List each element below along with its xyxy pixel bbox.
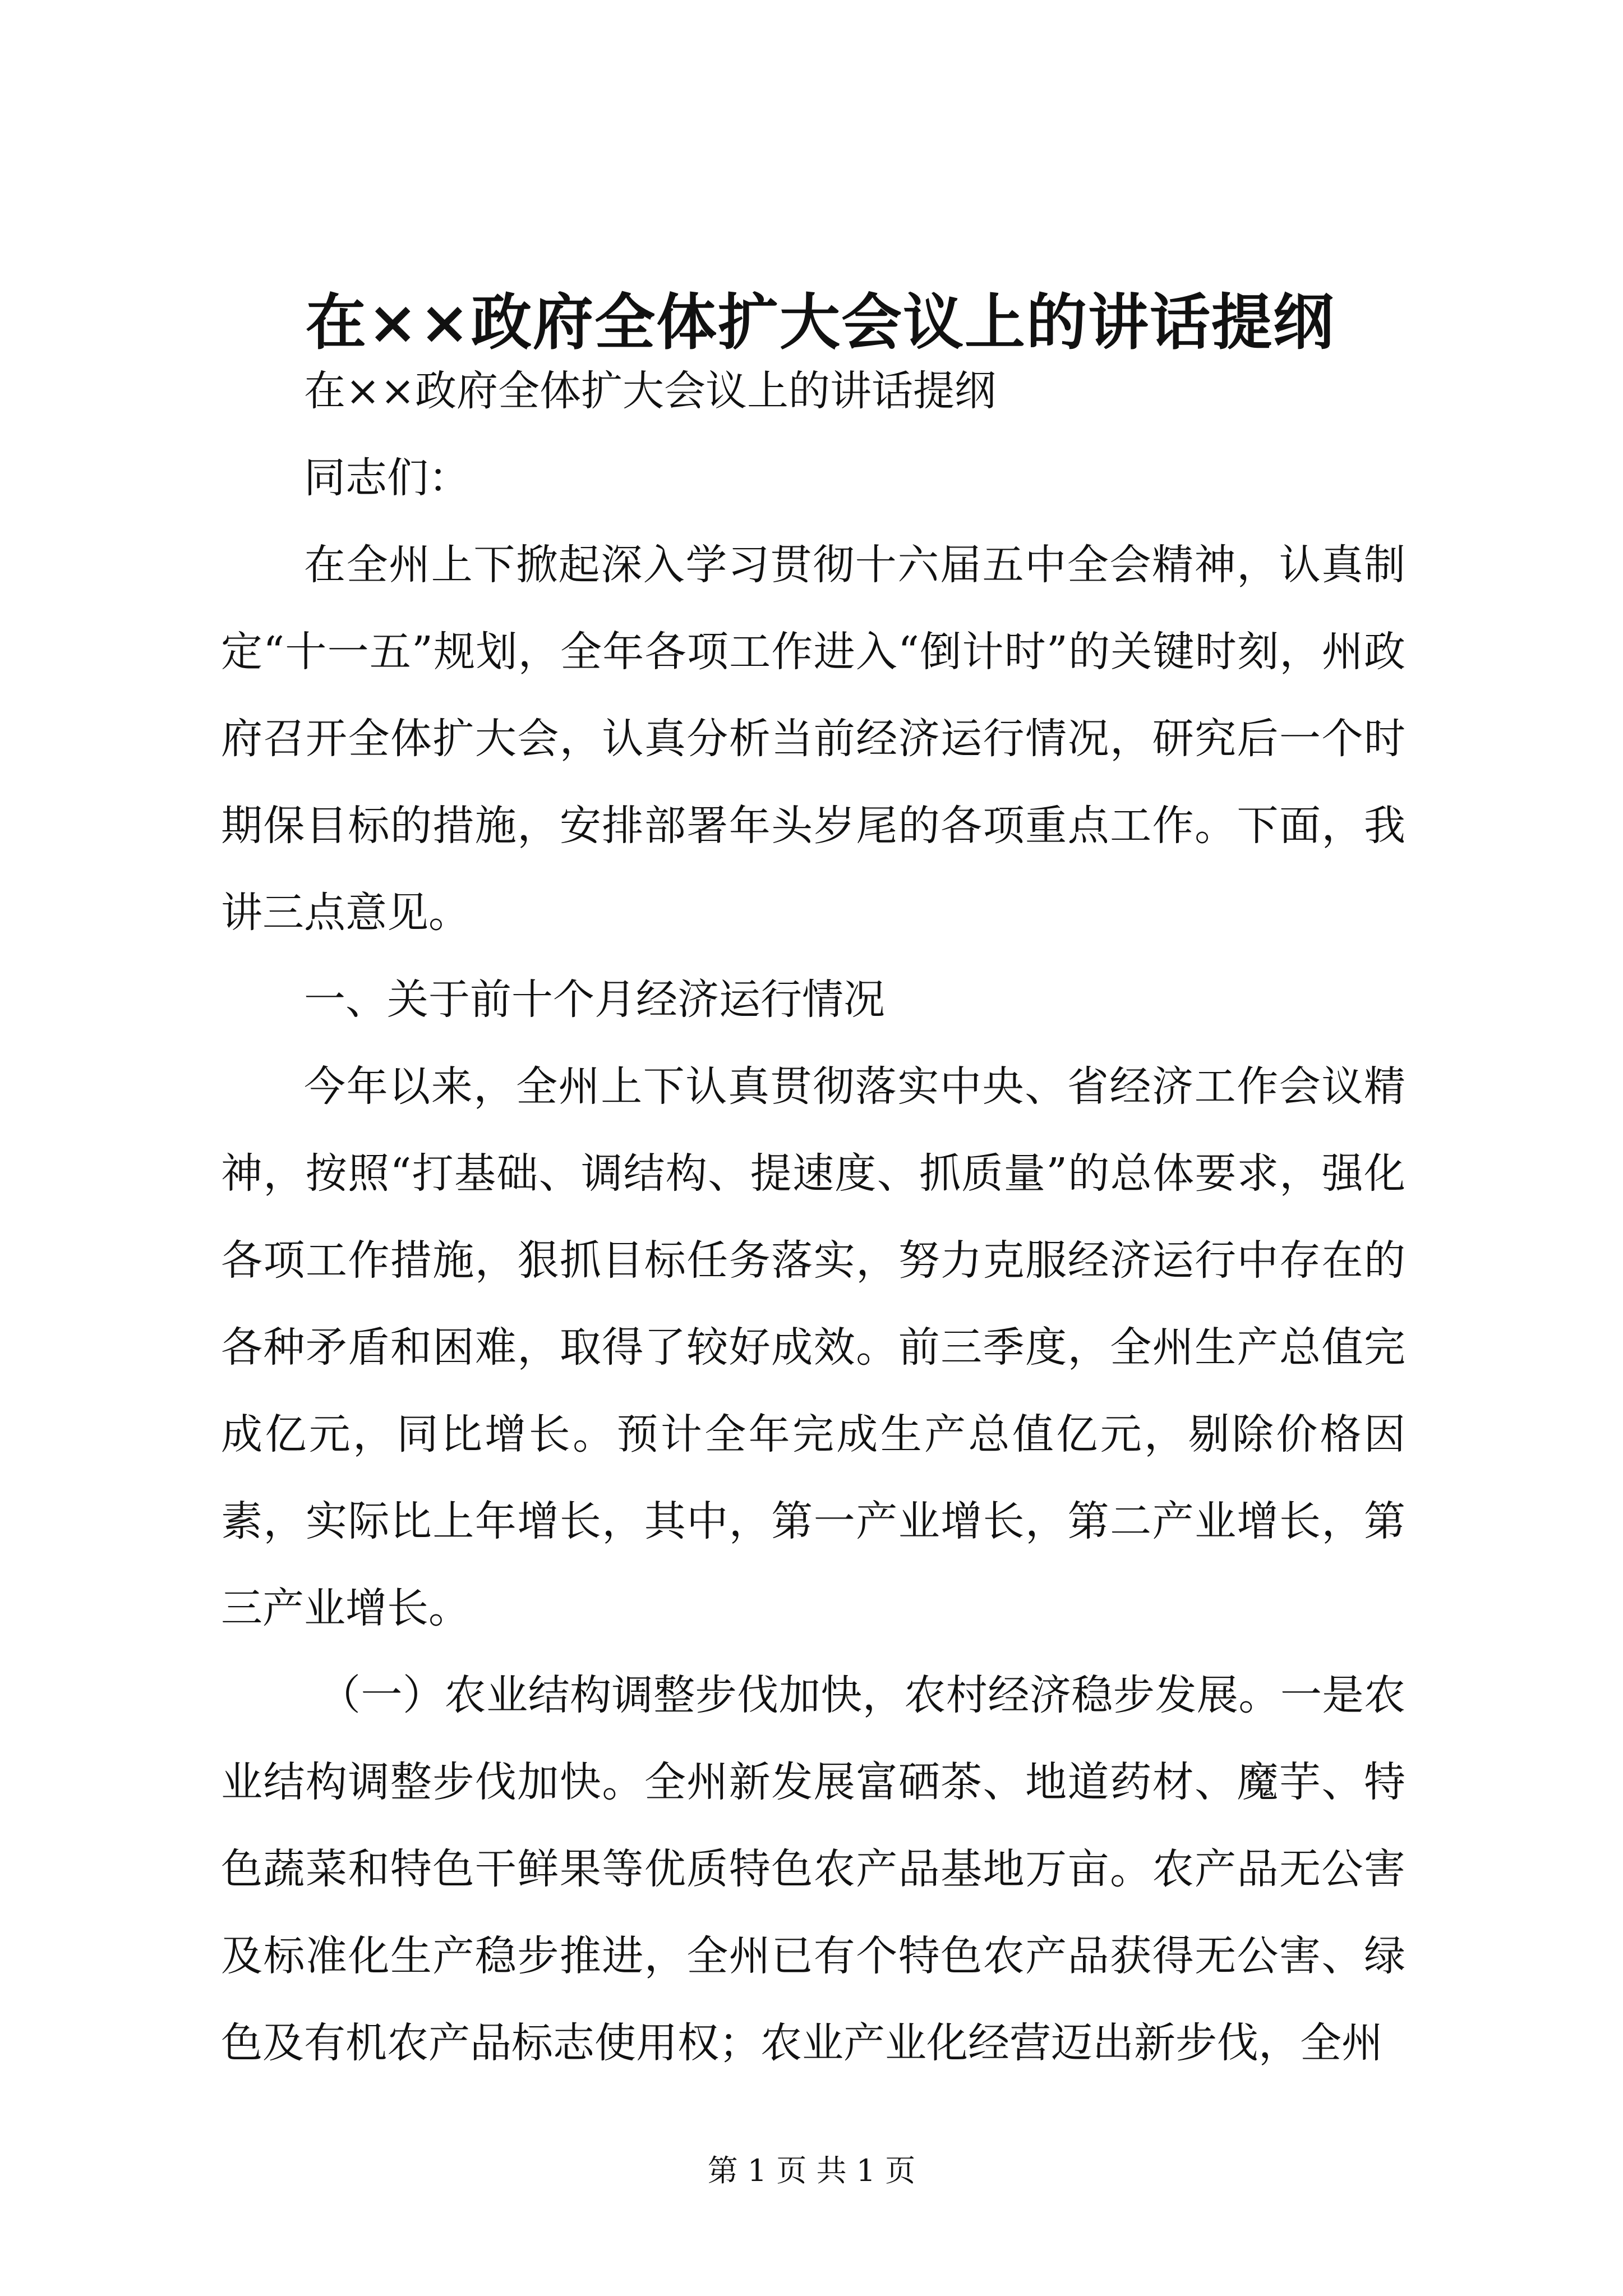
subtitle-paragraph: 在××政府全体扩大会议上的讲话提纲 — [304, 367, 997, 415]
economy-paragraph: 今年以来，全州上下认真贯彻落实中央、省经济工作会议精神，按照“打基础、调结构、提速度、抓质量”的总体要求，强化各项工作措施，狠抓目标任务落实，努力克服经济运行中存在的各种矛盾和困难，取得了较好成效。前三季度，全州生产总值完成亿元，同比增长。预计全年完成生产总值亿元，剔除价格因素，实际比上年增长，其中，第一产业增长，第二产业增长，第三产业增长。 — [221, 1062, 1405, 1632]
salutation-paragraph: 同志们： — [304, 454, 470, 502]
intro-paragraph: 在全州上下掀起深入学习贯彻十六届五中全会精神，认真制定“十一五”规划，全年各项工作进入“倒计时”的关键时刻，州政府召开全体扩大会，认真分析当前经济运行情况，研究后一个时期保目标的措施，安排部署年头岁尾的各项重点工作。下面，我讲三点意见。 — [221, 541, 1405, 937]
section-heading: 一、关于前十个月经济运行情况 — [304, 976, 885, 1024]
agriculture-paragraph: （一）农业结构调整步伐加快，农村经济稳步发展。一是农业结构调整步伐加快。全州新发展富硒茶、地道药材、魔芋、特色蔬菜和特色干鲜果等优质特色农产品基地万亩。农产品无公害及标准化生产稳步推进，全州已有个特色农产品获得无公害、绿色及有机农产品标志使用权；农业产业化经营迈出新步伐，全州 — [221, 1671, 1405, 2067]
document-body — [221, 348, 1405, 2087]
page-footer: 第 1 页 共 1 页 — [707, 2153, 916, 2188]
document-title: 在××政府全体扩大会议上的讲话提纲 — [306, 287, 1335, 358]
